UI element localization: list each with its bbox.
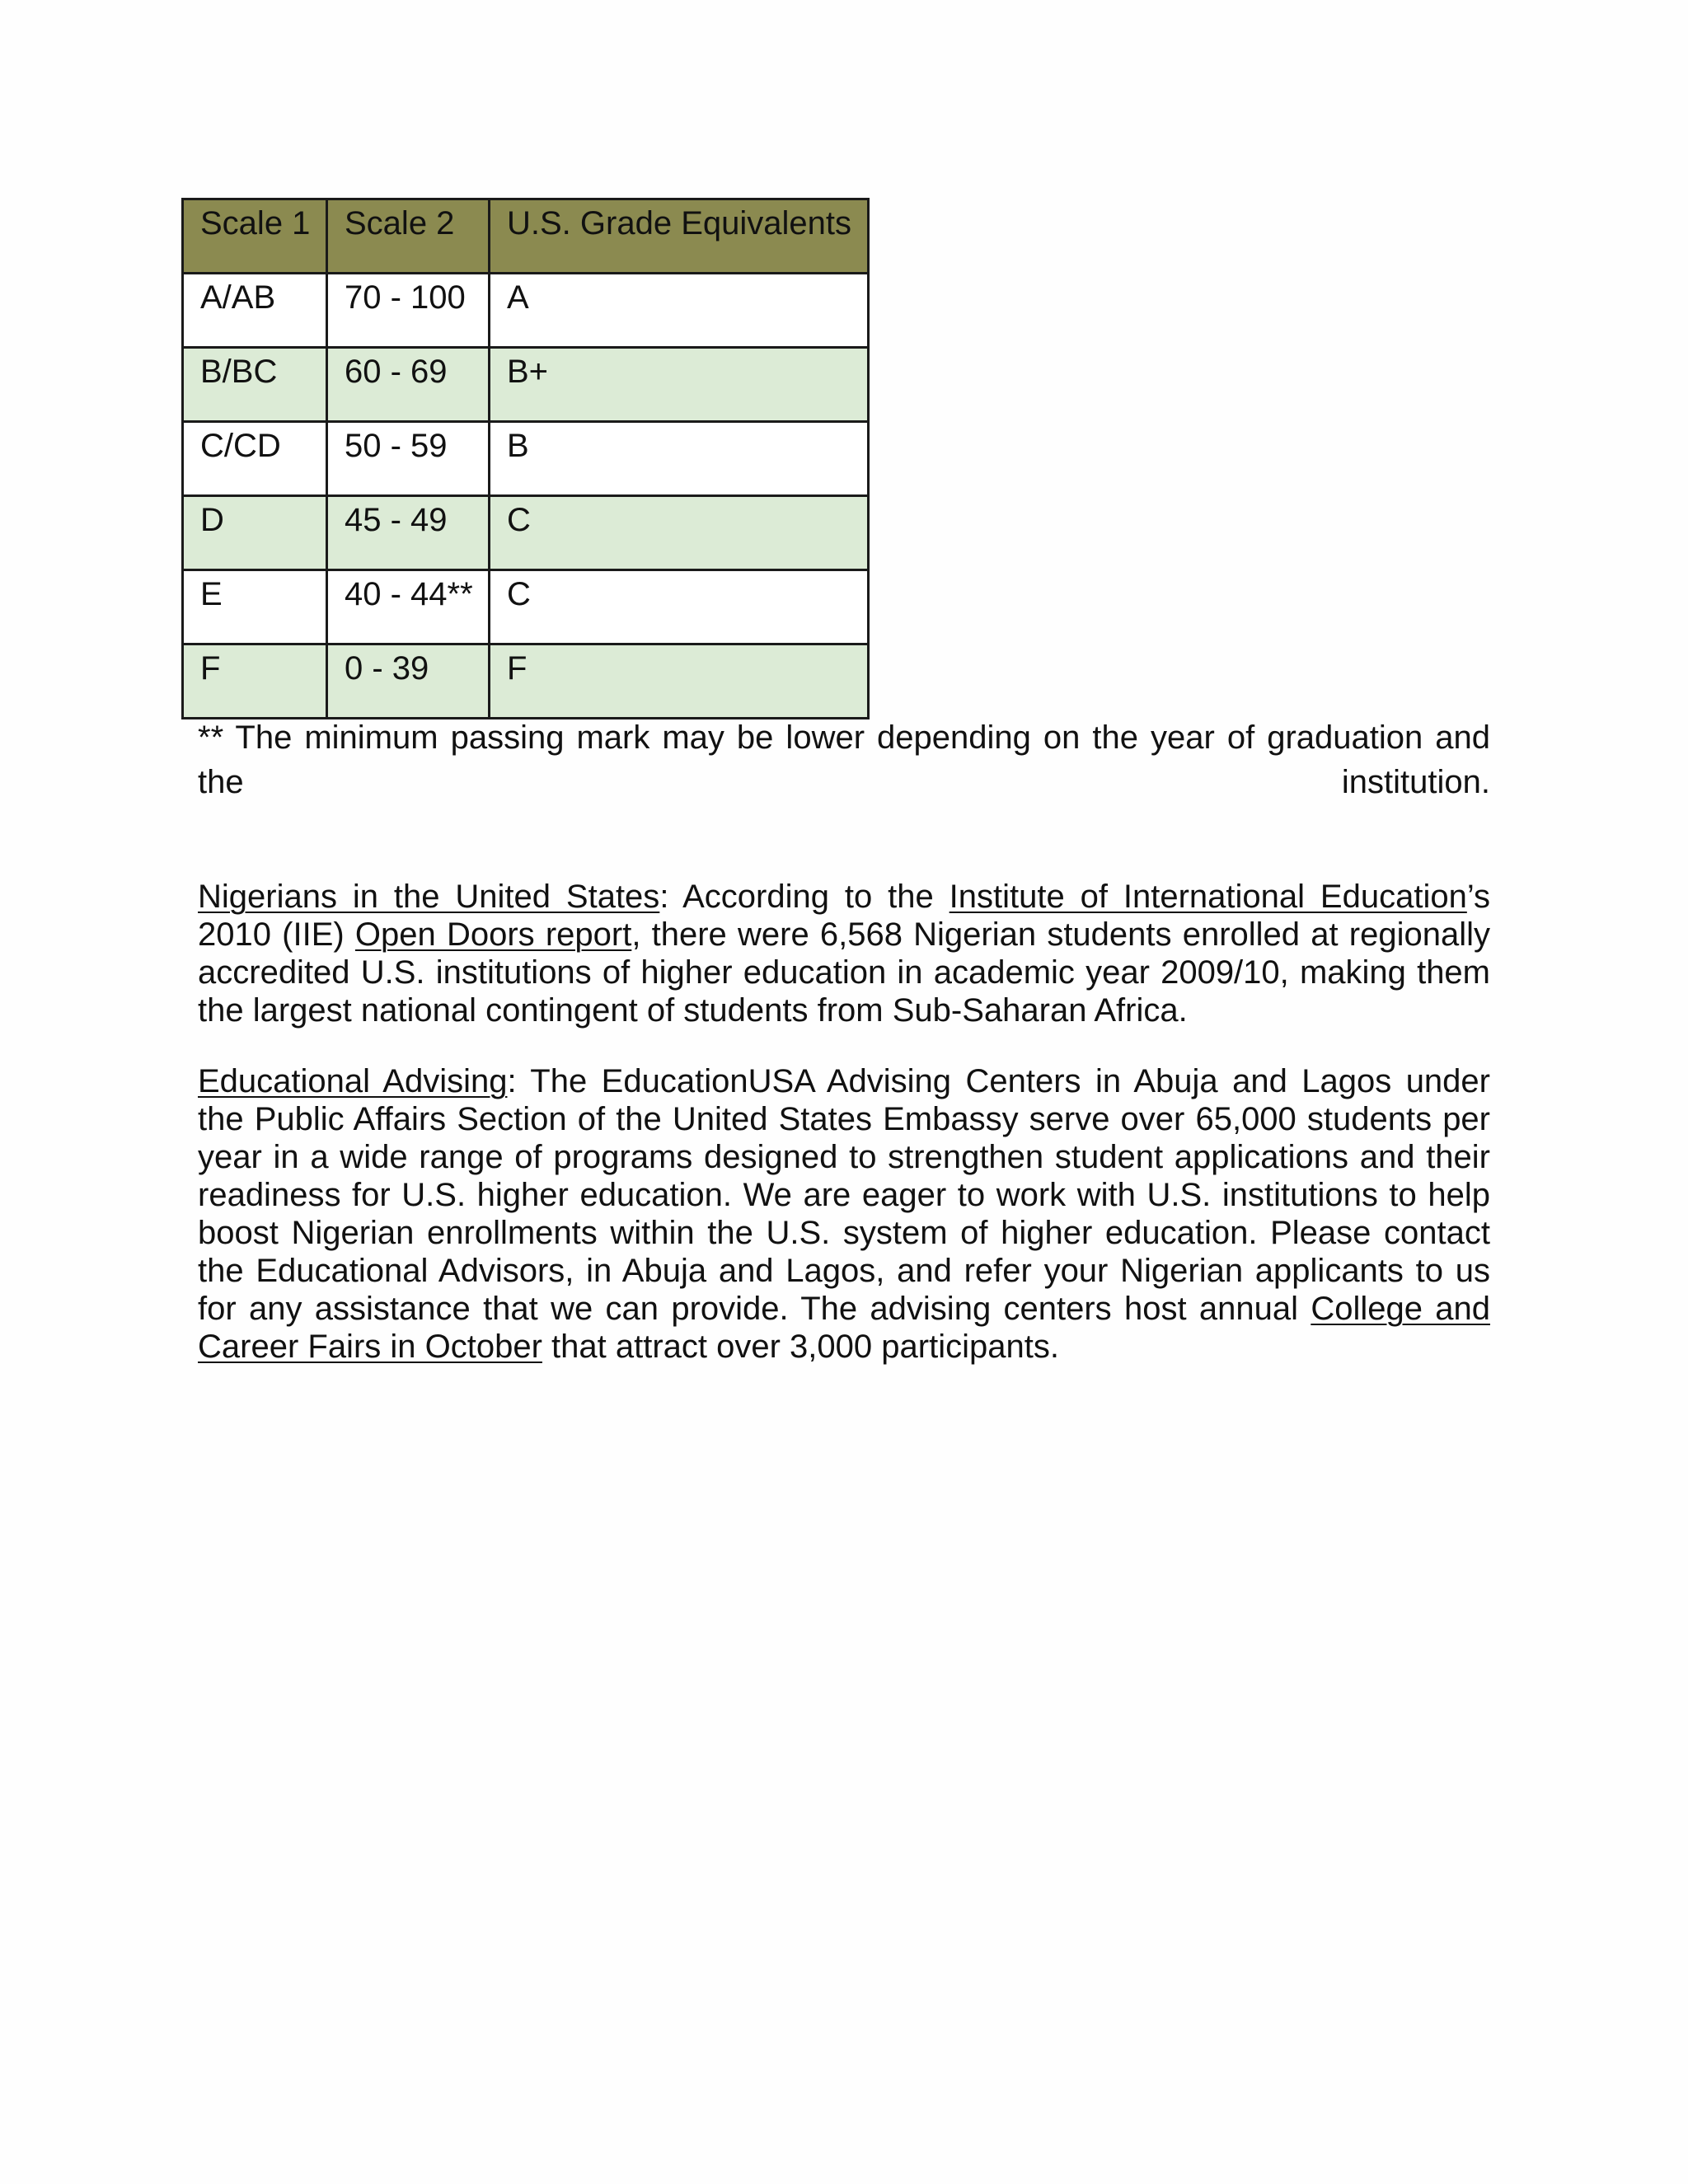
- advising-heading: Educational Advising: [198, 1063, 508, 1099]
- cell-us-grade: C: [490, 570, 869, 644]
- cell-us-grade: B+: [490, 348, 869, 422]
- cell-scale-1: D: [183, 496, 327, 570]
- table-row: [183, 644, 869, 719]
- cell-scale-2: 70 - 100: [327, 274, 490, 348]
- cell-scale-1: C/CD: [183, 422, 327, 496]
- cell-scale-1: E: [183, 570, 327, 644]
- nigerians-text-b: , there were 6,568 Nigerian students enrolled at regionally accredited U.S. institutions of higher education in academic year 2009/10, making them the largest national contingent of students from Sub-Saharan Africa.: [198, 916, 1490, 1029]
- table-row: [183, 570, 869, 644]
- column-header-scale-1: Scale 1: [183, 199, 327, 274]
- cell-scale-2: 45 - 49: [327, 496, 490, 570]
- iie-link[interactable]: Institute of International Education: [949, 879, 1467, 915]
- cell-scale-1: B/BC: [183, 348, 327, 422]
- advising-text-a: : The EducationUSA Advising Centers in Abuja and Lagos under the Public Affairs Section of the United States Embassy serve over 65,000 students per year in a wide range of programs designed to strengthen student applications and their readiness for U.S. higher education. We are eager to work with U.S. institutions to help boost Nigerian enrollments within the U.S. system of higher education. Please contact the Educational Advisors, in Abuja and Lagos, and refer your Nigerian applicants to us for any assistance that we can provide. The advising centers host annual: [198, 1063, 1490, 1327]
- cell-us-grade: A: [490, 274, 869, 348]
- table-row: [183, 422, 869, 496]
- nigerians-text-a: ’s 2010 (IIE): [198, 879, 1490, 953]
- nigerians-separator: : According to the: [659, 879, 950, 915]
- nigerians-in-us-paragraph: [198, 878, 1490, 1029]
- column-header-scale-2: Scale 2: [327, 199, 490, 274]
- cell-scale-2: 50 - 59: [327, 422, 490, 496]
- cell-us-grade: F: [490, 644, 869, 719]
- cell-scale-1: A/AB: [183, 274, 327, 348]
- educational-advising-paragraph: [198, 1062, 1490, 1366]
- table-row: [183, 348, 869, 422]
- cell-scale-2: 40 - 44**: [327, 570, 490, 644]
- table-row: [183, 496, 869, 570]
- college-career-fairs-link[interactable]: College and Career Fairs in October: [198, 1291, 1490, 1365]
- table-footnote: ** The minimum passing mark may be lower depending on the year of graduation and the institution.: [198, 719, 1490, 800]
- advising-text-b: that attract over 3,000 participants.: [542, 1329, 1059, 1365]
- column-header-us-grade: U.S. Grade Equivalents: [490, 199, 869, 274]
- cell-scale-2: 60 - 69: [327, 348, 490, 422]
- cell-us-grade: C: [490, 496, 869, 570]
- cell-scale-2: 0 - 39: [327, 644, 490, 719]
- nigerians-heading: Nigerians in the United States: [198, 879, 660, 915]
- cell-scale-1: F: [183, 644, 327, 719]
- table-row: [183, 274, 869, 348]
- grade-conversion-table: [181, 198, 870, 719]
- cell-us-grade: B: [490, 422, 869, 496]
- table-header-row: [183, 199, 869, 274]
- open-doors-link[interactable]: Open Doors report: [354, 916, 632, 953]
